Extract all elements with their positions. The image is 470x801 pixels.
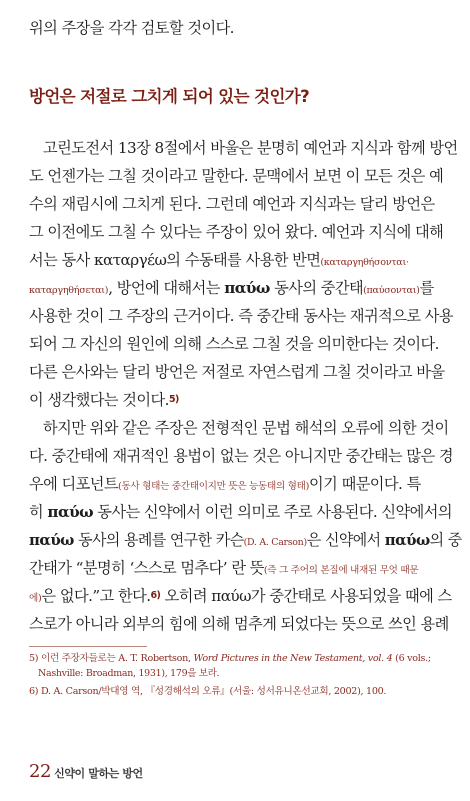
paragraph-line <box>29 557 451 582</box>
paragraph-line <box>29 529 462 554</box>
book-title: Word Pictures in the New Testament, vol. 4 <box>193 653 393 664</box>
footnote-5-continued: Nashville: Broadman, 1931), 179을 보라. <box>38 668 220 679</box>
text-run: 오히려 παύω가 중간태로 사용되었을 때에 스 <box>160 587 452 605</box>
paragraph-line <box>29 277 451 302</box>
footnote-6: 6) D. A. Carson/박대영 역, 『성경해석의 오류』(서울: 성서유니온선교회, 2002), 100. <box>29 686 387 697</box>
text-run: 은 없다.”고 한다. <box>41 587 151 605</box>
text-run: 은 신약에서 <box>306 531 385 549</box>
text-run: 동사의 중간태 <box>269 279 364 297</box>
greek-word: παύω <box>47 503 94 521</box>
paragraph-line: 다른 은사와는 달리 방언은 저절로 자연스럽게 그칠 것이라고 바울 <box>29 363 445 381</box>
page-footer <box>29 761 143 782</box>
text-run: 동사는 신약에서 이런 의미로 주로 사용된다. 신약에서의 <box>93 503 453 521</box>
text-run: 의 중 <box>429 531 462 549</box>
footnote-divider <box>29 646 147 647</box>
paragraph-line <box>29 501 451 523</box>
section-heading: 방언은 저절로 그치게 되어 있는 것인가? <box>29 87 310 106</box>
greek-word: παύω <box>29 531 74 549</box>
text-run: 히 <box>29 503 48 521</box>
greek-form-note: καταργηθήσεται) <box>29 285 109 296</box>
paragraph-line <box>29 473 451 498</box>
deponent-note: (동사 형태는 중간태이지만 뜻은 능동태의 형태) <box>118 481 310 492</box>
text-run: 이기 때문이다. 특 <box>309 475 421 493</box>
page-number: 22 <box>29 761 52 782</box>
text-run: 우에 디포넌트 <box>29 475 119 493</box>
text-run: 이 생각했다는 것이다. <box>29 391 169 409</box>
paragraph-line <box>29 389 451 411</box>
paragraph-line: 하지만 위와 같은 주장은 전형적인 문법 해석의 오류에 의한 것이 <box>43 419 449 437</box>
text-run: , 방언에 대해서는 <box>108 279 225 297</box>
text-run: 동사의 용례를 연구한 카슨 <box>73 531 244 549</box>
meaning-note: (즉 그 주어의 본질에 내재된 무엇 때문 <box>263 565 419 576</box>
greek-word: παύω <box>224 279 270 297</box>
text-run: 를 <box>419 279 434 297</box>
footnote-text: 5) 이런 주장자들로는 A. T. Robertson, <box>29 653 194 664</box>
paragraph-line: 되어 그 자신의 원인에 의해 스스로 그칠 것을 의미한다는 것이다. <box>29 335 439 353</box>
greek-word: παύω <box>384 531 430 549</box>
paragraph-line: 다. 중간태에 재귀적인 용법이 없는 것은 아니지만 중간태는 많은 경 <box>29 447 454 465</box>
paragraph-line: 사용한 것이 그 주장의 근거이다. 즉 중간태 동사는 재귀적으로 사용 <box>29 307 454 325</box>
footnote-5 <box>29 652 459 665</box>
greek-form-note: (παύσονται) <box>363 285 420 296</box>
paragraph-line: 수의 재림시에 그치게 된다. 그런데 예언과 지식과는 달리 방언은 <box>29 195 435 213</box>
greek-form-note: (καταργηθήσονται· <box>320 257 409 268</box>
paragraph-line: 고린도전서 13장 8절에서 바울은 분명히 예언과 지식과 함께 방언 <box>43 139 458 157</box>
author-name-note: (D. A. Carson) <box>243 537 307 548</box>
paragraph-line: 그 이전에도 그칠 수 있다는 주장이 있어 왔다. 예언과 지식에 대해 <box>29 223 444 241</box>
intro-line: 위의 주장을 각각 검토할 것이다. <box>29 19 234 37</box>
footnote-ref-6[interactable]: 6) <box>150 590 161 601</box>
paragraph-line <box>29 585 451 610</box>
paragraph-line: 스로가 아니라 외부의 힘에 의해 멈추게 되었다는 뜻으로 쓰인 용례 <box>29 615 449 633</box>
meaning-note: 에) <box>29 593 42 604</box>
footnote-ref-5[interactable]: 5) <box>168 394 179 405</box>
paragraph-line: 도 언젠가는 그칠 것이라고 말한다. 문맥에서 보면 이 모든 것은 예 <box>29 167 444 185</box>
text-run: 서는 동사 καταργέω의 수동태를 사용한 반면 <box>29 251 321 269</box>
running-title: 신약이 말하는 방언 <box>54 767 143 780</box>
text-run: 간태가 “분명히 ‘스스로 멈추다’ 란 뜻 <box>29 559 264 577</box>
paragraph-line <box>29 249 451 274</box>
footnote-text: (6 vols.; <box>392 653 431 664</box>
